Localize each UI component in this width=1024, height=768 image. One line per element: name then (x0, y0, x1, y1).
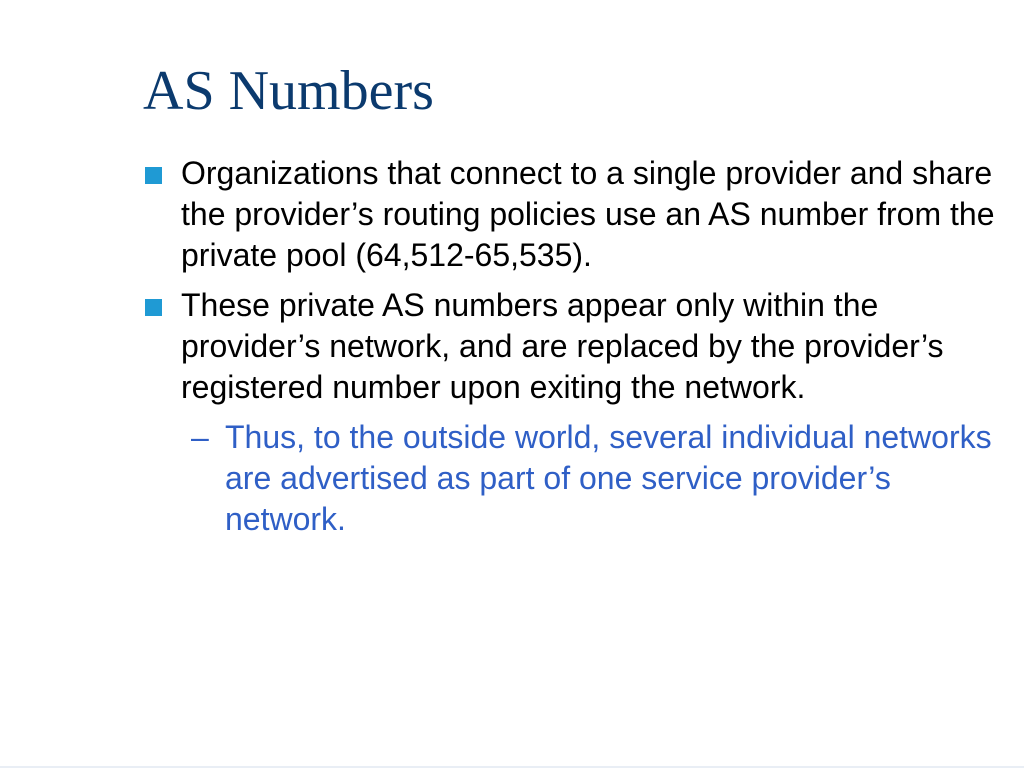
square-bullet-icon (145, 167, 162, 184)
dash-bullet-icon: – (191, 419, 209, 455)
bullet-item (145, 153, 1005, 276)
sub-bullet-item (145, 417, 1005, 540)
slide-body (145, 153, 1005, 540)
sub-bullet-text: Thus, to the outside world, several individual networks are advertised as part of one service provider’s network. (225, 419, 992, 537)
bullet-text: These private AS numbers appear only within the provider’s network, and are replaced by the provider’s registered number upon exiting the network. (181, 287, 944, 405)
bullet-text: Organizations that connect to a single provider and share the provider’s routing policies use an AS number from the private pool (64,512-65,535). (181, 155, 995, 273)
bullet-item (145, 285, 1005, 408)
square-bullet-icon (145, 299, 162, 316)
slide-title: AS Numbers (143, 60, 434, 122)
